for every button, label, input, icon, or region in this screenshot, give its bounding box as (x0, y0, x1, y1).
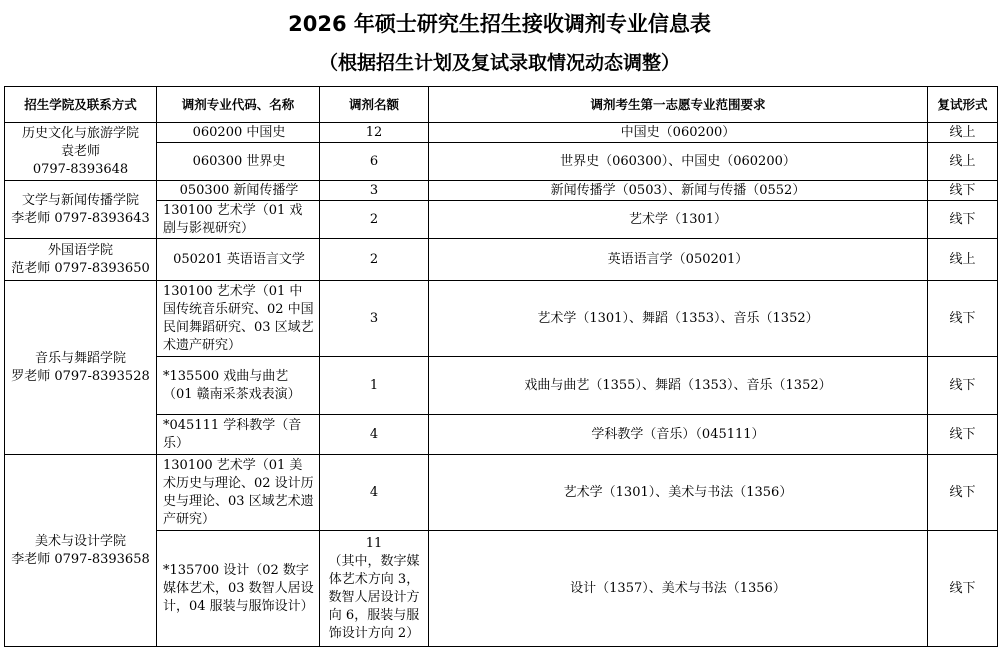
header-range: 调剂考生第一志愿专业范围要求 (429, 87, 928, 123)
range-cell: 艺术学（1301） (429, 201, 928, 239)
quota-cell: 12 (320, 123, 429, 143)
header-quota: 调剂名额 (320, 87, 429, 123)
mode-cell: 线下 (928, 357, 998, 415)
college-cell (5, 239, 157, 281)
quota-cell: 6 (320, 143, 429, 181)
table-row (5, 123, 998, 143)
header-college: 招生学院及联系方式 (5, 87, 157, 123)
college-contact: 袁老师 (60, 143, 100, 159)
quota-note: （其中，数字媒体艺术方向 3，数智人居设计方向 6，服装与服饰设计方向 2） (328, 553, 420, 641)
college-phone: 0797-8393648 (32, 161, 129, 177)
mode-cell: 线下 (928, 415, 998, 455)
major-cell: 050300 新闻传播学 (157, 181, 320, 201)
quota-value: 11 (365, 535, 383, 551)
range-cell: 艺术学（1301）、美术与书法（1356） (429, 455, 928, 531)
major-cell: 130100 艺术学（01 戏剧与影视研究） (157, 201, 320, 239)
quota-cell (320, 531, 429, 647)
mode-cell: 线下 (928, 181, 998, 201)
major-cell: 130100 艺术学（01 美术历史与理论、02 设计历史与理论、03 区域艺术遗产研究） (157, 455, 320, 531)
college-contact: 李老师 0797-8393658 (11, 551, 150, 567)
page-subtitle: （根据招生计划及复试录取情况动态调整） (318, 52, 680, 74)
range-cell: 戏曲与曲艺（1355）、舞蹈（1353）、音乐（1352） (429, 357, 928, 415)
table-row (5, 181, 998, 201)
transfer-info-table (4, 86, 998, 647)
mode-cell: 线下 (928, 455, 998, 531)
header-mode: 复试形式 (928, 87, 998, 123)
range-cell: 中国史（060200） (429, 123, 928, 143)
college-cell (5, 281, 157, 455)
quota-cell: 3 (320, 281, 429, 357)
college-name: 文学与新闻传播学院 (21, 192, 139, 208)
college-contact: 李老师 0797-8393643 (11, 210, 150, 226)
college-name: 音乐与舞蹈学院 (34, 350, 126, 366)
table-row (5, 239, 998, 281)
college-name: 历史文化与旅游学院 (21, 125, 139, 141)
quota-cell: 2 (320, 201, 429, 239)
college-cell (5, 181, 157, 239)
college-cell (5, 123, 157, 181)
college-name: 美术与设计学院 (34, 533, 126, 549)
major-cell: *135500 戏曲与曲艺（01 赣南采茶戏表演） (157, 357, 320, 415)
major-cell: *135700 设计（02 数字媒体艺术，03 数智人居设计，04 服装与服饰设计） (157, 531, 320, 647)
quota-cell: 4 (320, 415, 429, 455)
range-cell: 艺术学（1301）、舞蹈（1353）、音乐（1352） (429, 281, 928, 357)
range-cell: 世界史（060300）、中国史（060200） (429, 143, 928, 181)
range-cell: 英语语言学（050201） (429, 239, 928, 281)
mode-cell: 线上 (928, 123, 998, 143)
college-name: 外国语学院 (47, 242, 113, 258)
major-cell: 060200 中国史 (157, 123, 320, 143)
page-title: 2026 年硕士研究生招生接收调剂专业信息表 (288, 12, 711, 36)
mode-cell: 线下 (928, 201, 998, 239)
mode-cell: 线下 (928, 281, 998, 357)
quota-cell: 2 (320, 239, 429, 281)
college-cell (5, 455, 157, 647)
mode-cell: 线上 (928, 143, 998, 181)
mode-cell: 线上 (928, 239, 998, 281)
table-row (5, 455, 998, 531)
table-header-row (5, 87, 998, 123)
major-cell: *045111 学科教学（音乐） (157, 415, 320, 455)
major-cell: 130100 艺术学（01 中国传统音乐研究、02 中国民间舞蹈研究、03 区域艺术遗产研究） (157, 281, 320, 357)
range-cell: 学科教学（音乐）（045111） (429, 415, 928, 455)
range-cell: 设计（1357）、美术与书法（1356） (429, 531, 928, 647)
quota-cell: 3 (320, 181, 429, 201)
quota-cell: 4 (320, 455, 429, 531)
header-major: 调剂专业代码、名称 (157, 87, 320, 123)
college-contact: 范老师 0797-8393650 (11, 260, 150, 276)
major-cell: 060300 世界史 (157, 143, 320, 181)
major-cell: 050201 英语语言文学 (157, 239, 320, 281)
table-row (5, 281, 998, 357)
range-cell: 新闻传播学（0503）、新闻与传播（0552） (429, 181, 928, 201)
college-contact: 罗老师 0797-8393528 (11, 368, 150, 384)
mode-cell: 线下 (928, 531, 998, 647)
quota-cell: 1 (320, 357, 429, 415)
